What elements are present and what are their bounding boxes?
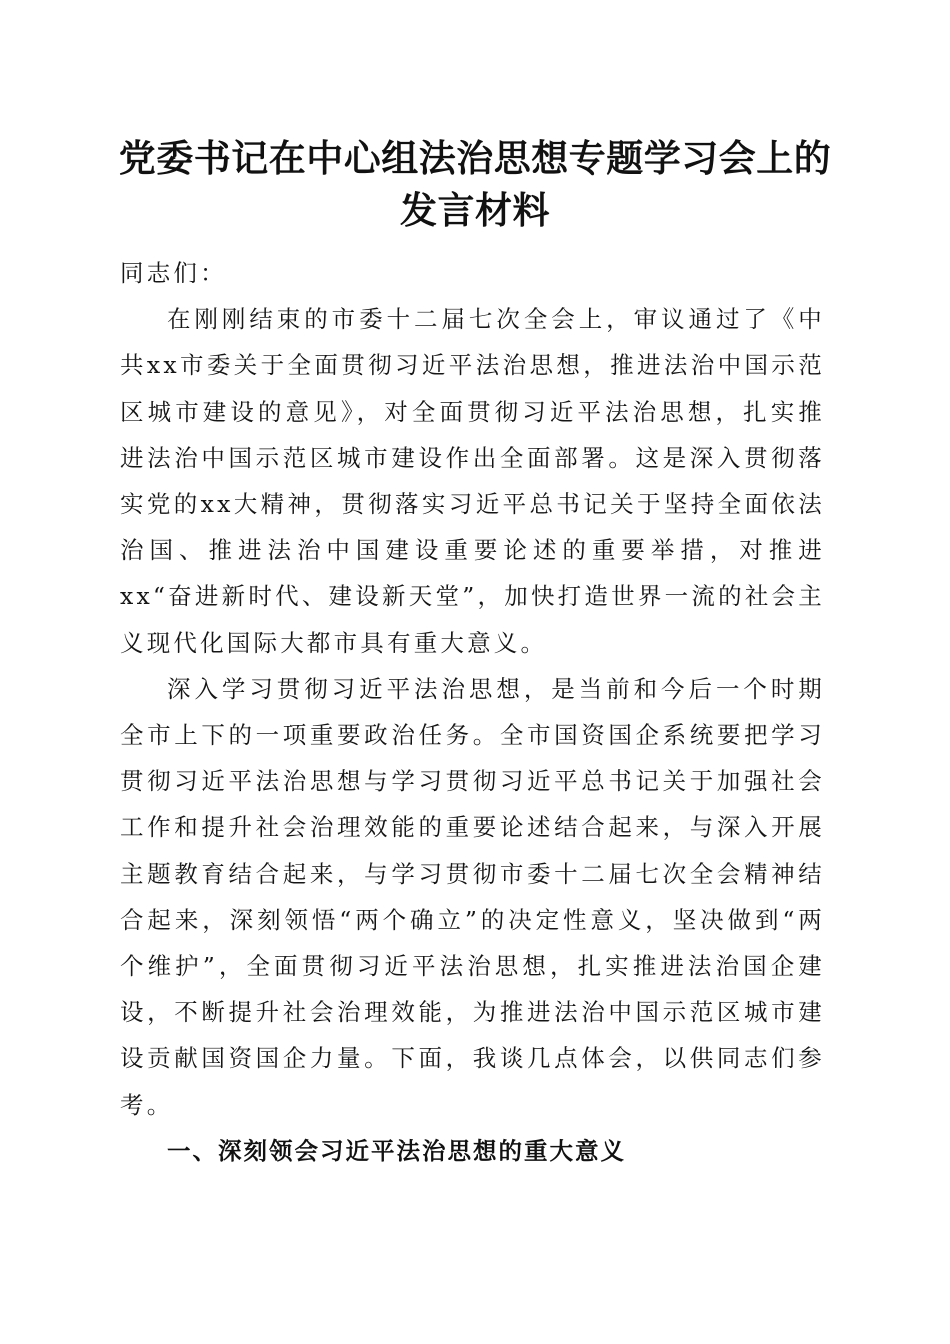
document-title: 党委书记在中心组法治思想专题学习会上的发言材料 xyxy=(118,136,832,232)
section-heading: 一、深刻领会习近平法治思想的重大意义 xyxy=(167,1136,626,1165)
document-body xyxy=(120,250,825,1174)
paragraph-intro: 在刚刚结束的市委十二届七次全会上，审议通过了《中共xx市委关于全面贯彻习近平法治思想，推进法治中国示范区城市建设的意见》，对全面贯彻习近平法治思想，扎实推进法治中国示范区城市建设作出全面部署。这是深入贯彻落实党的xx大精神，贯彻落实习近平总书记关于坚持全面依法治国、推进法治中国建设重要论述的重要举措，对推进xx“奋进新时代、建设新天堂”，加快打造世界一流的社会主义现代化国际大都市具有重大意义。 xyxy=(120,305,825,657)
salutation: 同志们： xyxy=(120,259,227,287)
paragraph-study: 深入学习贯彻习近平法治思想，是当前和今后一个时期全市上下的一项重要政治任务。全市国资国企系统要把学习贯彻习近平法治思想与学习贯彻习近平总书记关于加强社会工作和提升社会治理效能的重要论述结合起来，与深入开展主题教育结合起来，与学习贯彻市委十二届七次全会精神结合起来，深刻领悟“两个确立”的决定性意义，坚决做到“两个维护”，全面贯彻习近平法治思想，扎实推进法治国企建设，不断提升社会治理效能，为推进法治中国示范区城市建设贡献国资国企力量。下面，我谈几点体会，以供同志们参考。 xyxy=(120,674,825,1119)
